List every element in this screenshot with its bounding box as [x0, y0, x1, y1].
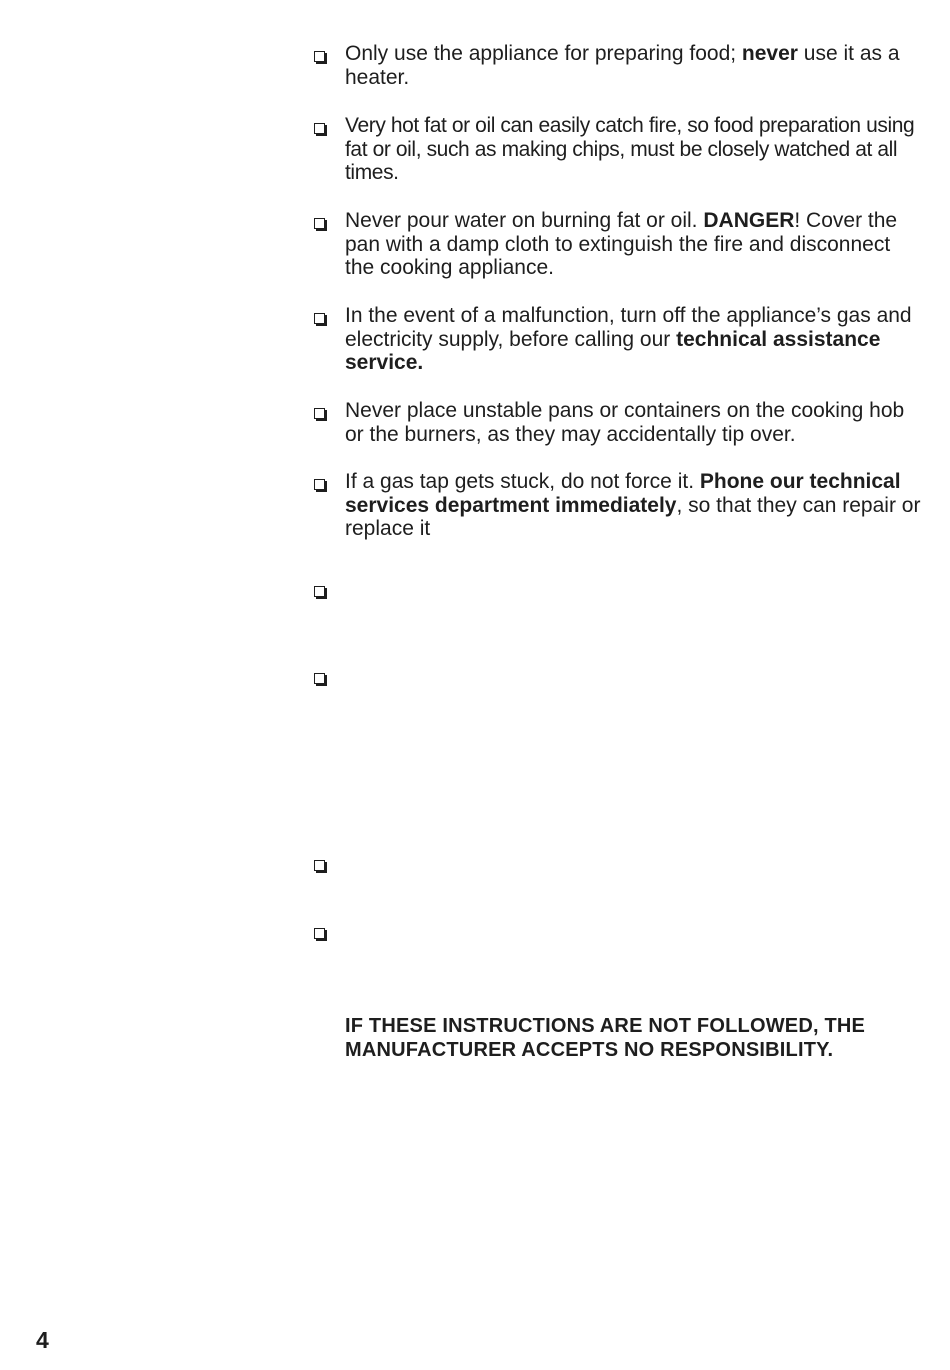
safety-item-text: Never pour water on burning fat or oil. DANGER! Cover the pan with a damp cloth to extinguish the fire and disconnect the cooking appliance. [345, 209, 898, 279]
page-number: 4 [36, 1327, 49, 1353]
checkbox-bullet-icon [314, 586, 325, 597]
safety-item-text: Very hot fat or oil can easily catch fire, so food preparation using fat or oil, such as making chips, must be closely watched at all times. [345, 114, 915, 184]
checkbox-bullet-icon [314, 218, 325, 229]
checkbox-bullet-icon [314, 313, 325, 324]
checkbox-bullet-icon [314, 51, 325, 62]
responsibility-warning: IF THESE INSTRUCTIONS ARE NOT FOLLOWED, THE MANUFACTURER ACCEPTS NO RESPONSIBILITY. [345, 1015, 866, 1061]
safety-item-text: Only use the appliance for preparing food; never use it as a heater. [345, 42, 900, 89]
checkbox-bullet-icon [314, 479, 325, 490]
safety-item-text: If a gas tap gets stuck, do not force it. Phone our technical services department immediately, so that they can repair or replace it [345, 470, 921, 540]
safety-item-text: In the event of a malfunction, turn off the appliance’s gas and electricity supply, before calling our technical assistance service. [345, 304, 912, 374]
safety-item-text: Never place unstable pans or containers on the cooking hob or the burners, as they may accidentally tip over. [345, 399, 905, 446]
checkbox-bullet-icon [314, 928, 325, 939]
checkbox-bullet-icon [314, 673, 325, 684]
checkbox-bullet-icon [314, 123, 325, 134]
checkbox-bullet-icon [314, 408, 325, 419]
checkbox-bullet-icon [314, 860, 325, 871]
